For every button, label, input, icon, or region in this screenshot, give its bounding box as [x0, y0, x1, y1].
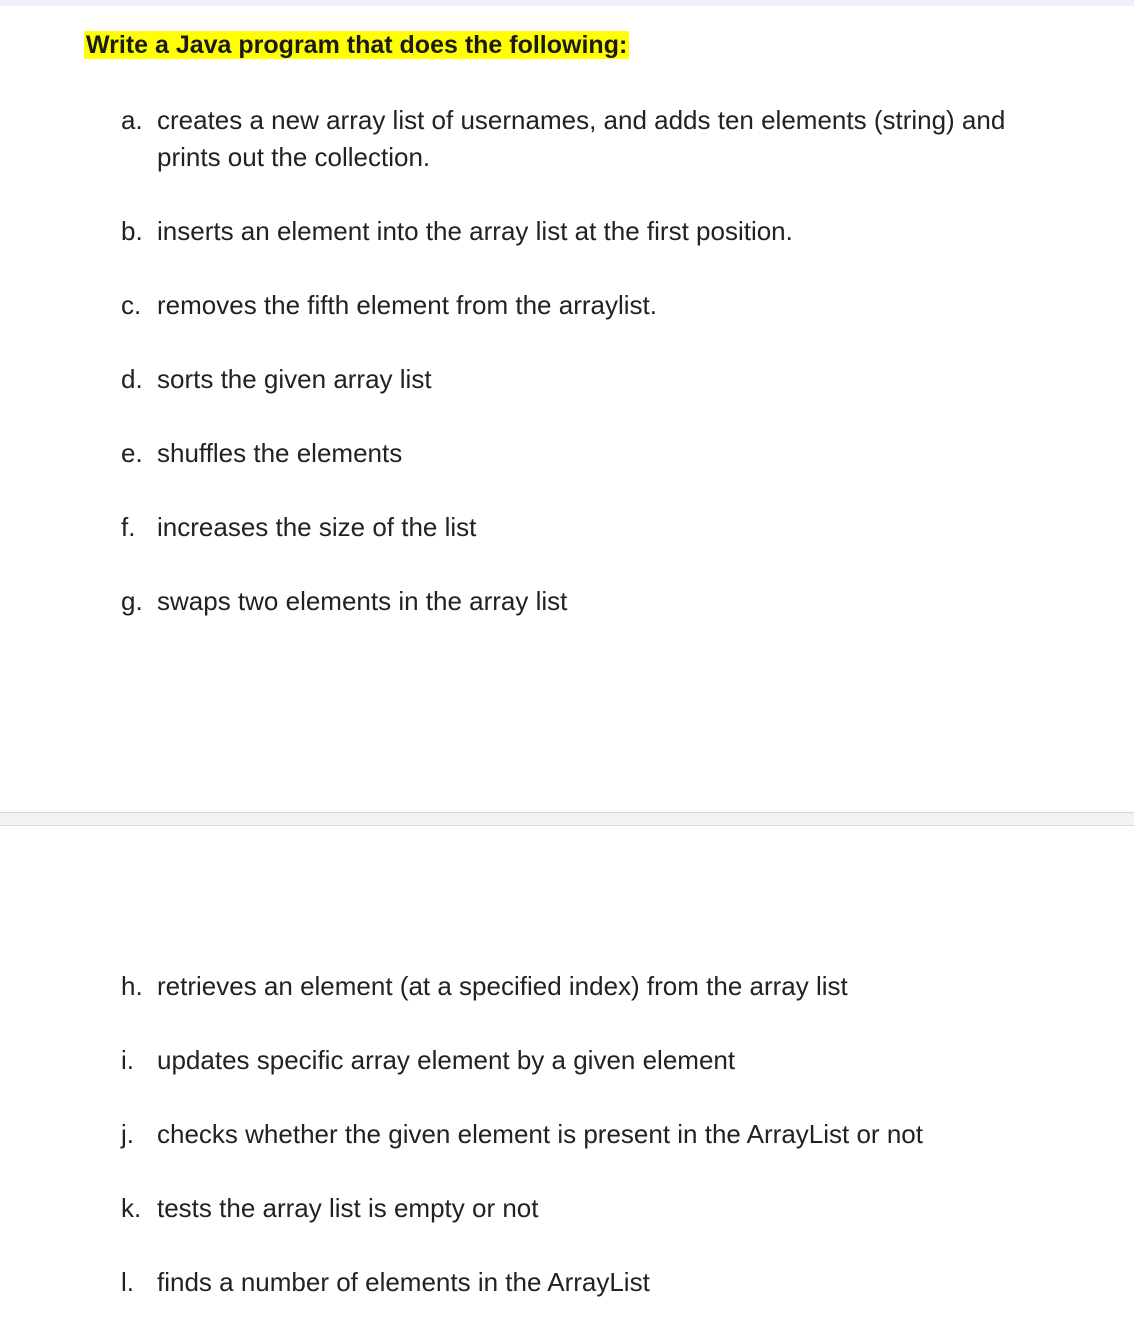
list-marker: a.	[121, 105, 143, 135]
list-marker: j.	[121, 1119, 134, 1149]
list-item-text: updates specific array element by a given element	[157, 1045, 736, 1075]
list-item-text: checks whether the given element is present in the ArrayList or not	[157, 1119, 923, 1149]
list-marker: g.	[121, 586, 143, 616]
highlighted-heading-text: Write a Java program that does the following:	[86, 31, 628, 59]
list-item-text: inserts an element into the array list at the first position.	[157, 216, 793, 246]
list-marker: f.	[121, 512, 136, 542]
page-break	[0, 812, 1134, 826]
list-item-text: tests the array list is empty or not	[157, 1193, 539, 1223]
list-marker: l.	[121, 1267, 134, 1297]
list-item-d	[121, 361, 1041, 398]
list-item-l	[121, 1264, 1041, 1301]
list-item-text: sorts the given array list	[157, 364, 432, 394]
list-item-k	[121, 1190, 1041, 1227]
list-item-a	[121, 102, 1041, 176]
list-item-text: finds a number of elements in the ArrayList	[157, 1267, 650, 1297]
list-item-e	[121, 435, 1041, 472]
list-marker: h.	[121, 971, 143, 1001]
list-marker: k.	[121, 1193, 142, 1223]
list-marker: i.	[121, 1045, 134, 1075]
list-marker: e.	[121, 438, 143, 468]
list-item-text: creates a new array list of usernames, and adds ten elements (string) and prints out the collection.	[157, 105, 1006, 172]
list-item-c	[121, 287, 1041, 324]
list-item-b	[121, 213, 1041, 250]
list-item-text: retrieves an element (at a specified index) from the array list	[157, 971, 848, 1001]
list-item-i	[121, 1042, 1041, 1079]
list-marker: d.	[121, 364, 143, 394]
list-item-text: increases the size of the list	[157, 512, 477, 542]
list-item-text: shuffles the elements	[157, 438, 403, 468]
list-item-g	[121, 583, 1041, 620]
list-item-f	[121, 509, 1041, 546]
instruction-heading	[84, 30, 629, 60]
document-page-1	[0, 6, 1134, 812]
list-item-text: swaps two elements in the array list	[157, 586, 568, 616]
list-marker: c.	[121, 290, 142, 320]
list-item-h	[121, 968, 1041, 1005]
list-item-text: removes the fifth element from the arraylist.	[157, 290, 657, 320]
document-page-2	[0, 826, 1134, 1327]
list-item-j	[121, 1116, 1041, 1153]
list-marker: b.	[121, 216, 143, 246]
